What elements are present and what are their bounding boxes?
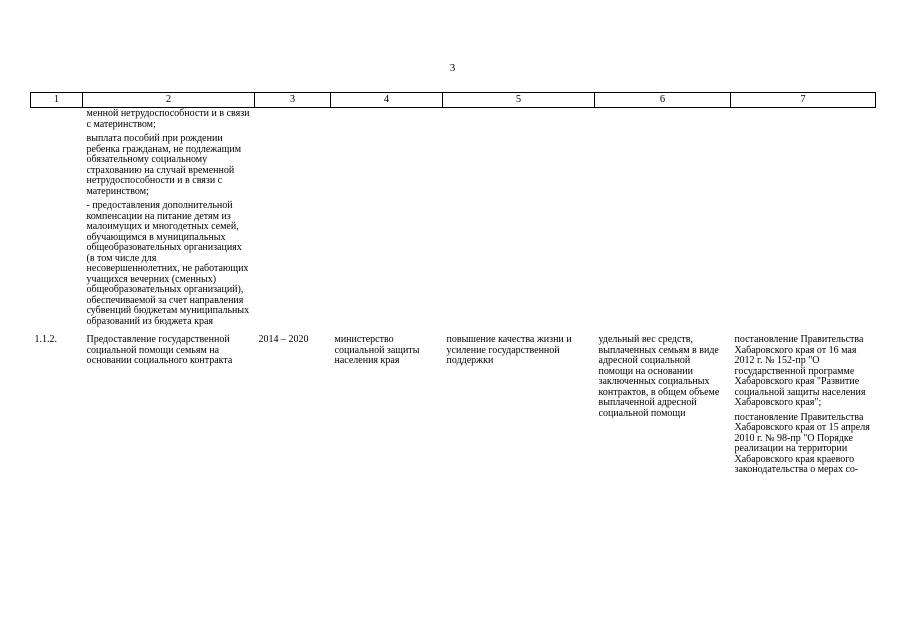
cell-indicator: удельный вес средств, выплаченных семьям в виде адресной социальной помощи на основании заключенных социальных контрактов, в общем объеме выплаченной адресной социальной помощи [598, 334, 720, 419]
column-header-4: 4 [331, 93, 443, 108]
column-header-3: 3 [255, 93, 331, 108]
cell-number: 1.1.2. [34, 334, 57, 345]
cell-period: 2014 – 2020 [258, 334, 309, 345]
column-header-6: 6 [595, 93, 731, 108]
table-row-1-1-2 [31, 327, 876, 476]
table-header-row [31, 93, 876, 108]
document-reference: постановление Правительства Хабаровского края от 15 апреля 2010 г. № 98-пр "О Порядке реализации на территории Хабаровского края краевого законодательства о мерах со- [734, 411, 870, 475]
cell-result [443, 108, 595, 328]
cell-measure: Предоставление государственной социальной помощи семьям на основании социального контракта [86, 334, 233, 366]
document-reference: постановление Правительства Хабаровского края от 16 мая 2012 г. № 152-пр "О государственной программе Хабаровского края "Развитие социальной защиты населения Хабаровского края"; [734, 334, 866, 408]
page-number: 3 [449, 62, 456, 74]
measures-table [30, 92, 876, 476]
measure-paragraph: - предоставления дополнительной компенсации на питание детям из малоимущих и многодетных семей, обучающимся в муниципальных общеобразовательных организациях (в том числе для несовершеннолетних, не работающих учащихся вечерних (сменных) общеобразовательных организаций), обеспечиваемой за счет направления субвенций бюджетам муниципальных образований из бюджета края [86, 200, 250, 327]
cell-result: повышение качества жизни и усиление государственной поддержки [446, 334, 572, 366]
measure-paragraph: выплата пособий при рождении ребенка гражданам, не подлежащим обязательному социальному страхованию на случай временной нетрудоспособности и в связи с материнством; [86, 133, 242, 197]
measure-paragraph: менной нетрудоспособности и в связи с материнством; [86, 108, 250, 130]
column-header-1: 1 [31, 93, 83, 108]
cell-documents [731, 327, 876, 476]
cell-executor [331, 108, 443, 328]
cell-documents [731, 108, 876, 328]
cell-number [31, 108, 83, 328]
column-header-5: 5 [443, 93, 595, 108]
column-header-7: 7 [731, 93, 876, 108]
cell-period [255, 108, 331, 328]
column-header-2: 2 [83, 93, 255, 108]
cell-indicator [595, 108, 731, 328]
cell-measure-continuation [83, 108, 255, 328]
cell-executor: министерство социальной защиты населения края [334, 334, 420, 366]
table-row-continuation [31, 108, 876, 328]
